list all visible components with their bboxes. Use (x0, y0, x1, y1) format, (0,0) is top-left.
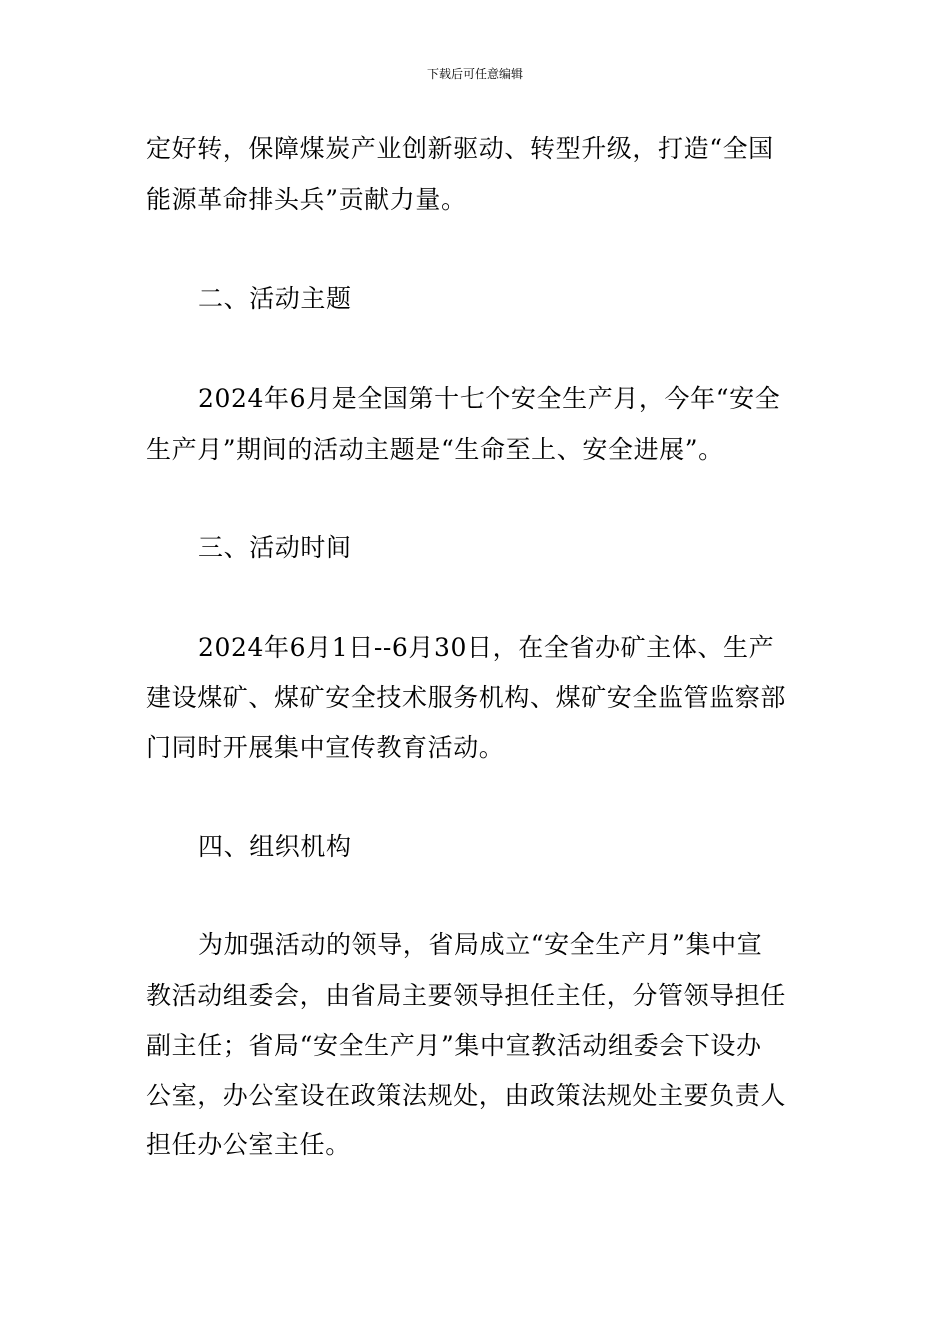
paragraph-line: 担任办公室主任。 (146, 1130, 351, 1159)
paragraph-line: 2024年6月是全国第十七个安全生产月，今年“安全 (198, 384, 781, 413)
section-heading-organization: 四、组织机构 (198, 832, 352, 861)
paragraph-line: 为加强活动的领导，省局成立“安全生产月”集中宣 (198, 930, 763, 959)
paragraph-line: 副主任；省局“安全生产月”集中宣教活动组委会下设办 (146, 1031, 762, 1060)
paragraph-line: 定好转，保障煤炭产业创新驱动、转型升级，打造“全国 (146, 134, 774, 163)
section-heading-time: 三、活动时间 (198, 533, 352, 562)
paragraph-line: 建设煤矿、煤矿安全技术服务机构、煤矿安全监管监察部 (146, 683, 787, 712)
section-heading-theme: 二、活动主题 (198, 284, 352, 313)
page-header-note: 下载后可任意编辑 (426, 67, 523, 81)
paragraph-line: 能源革命排头兵”贡献力量。 (146, 185, 467, 214)
paragraph-line: 教活动组委会，由省局主要领导担任主任，分管领导担任 (146, 981, 787, 1010)
paragraph-line: 2024年6月1日--6月30日，在全省办矿主体、生产 (198, 633, 775, 662)
paragraph-line: 公室，办公室设在政策法规处，由政策法规处主要负责人 (146, 1081, 787, 1110)
paragraph-line: 生产月”期间的活动主题是“生命至上、安全进展”。 (146, 435, 724, 464)
paragraph-line: 门同时开展集中宣传教育活动。 (146, 733, 505, 762)
